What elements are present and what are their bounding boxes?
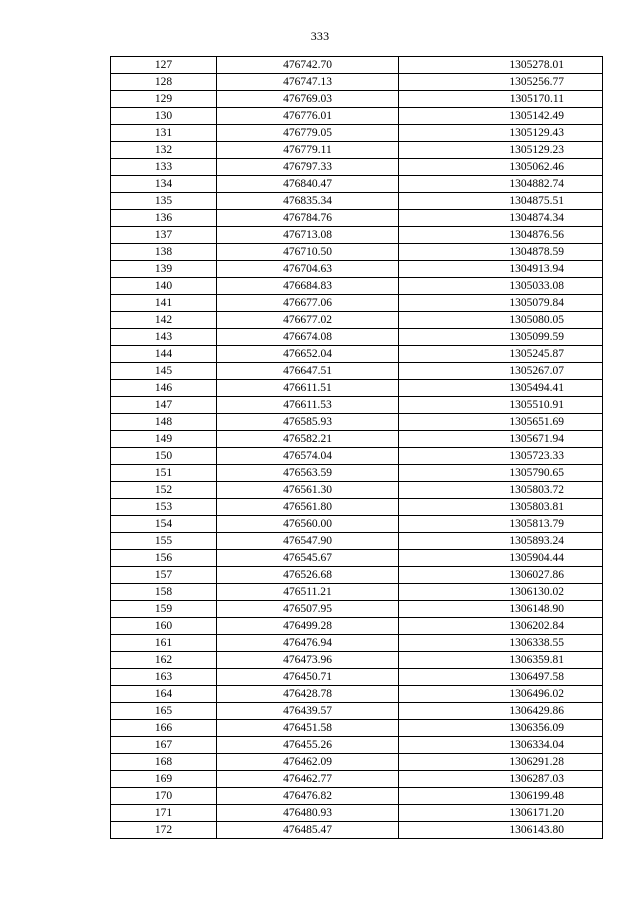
y-coordinate-cell: 1306130.02 — [399, 584, 603, 601]
point-number-cell: 161 — [111, 635, 217, 652]
y-coordinate-cell: 1305723.33 — [399, 448, 603, 465]
table-row — [111, 771, 603, 788]
table-row — [111, 261, 603, 278]
point-number-cell: 135 — [111, 193, 217, 210]
table-row — [111, 176, 603, 193]
y-coordinate-cell: 1306027.86 — [399, 567, 603, 584]
y-coordinate-cell: 1306171.20 — [399, 805, 603, 822]
table-row — [111, 210, 603, 227]
table-row — [111, 465, 603, 482]
y-coordinate-cell: 1304913.94 — [399, 261, 603, 278]
y-coordinate-cell: 1306359.81 — [399, 652, 603, 669]
table-row — [111, 244, 603, 261]
table-row — [111, 346, 603, 363]
y-coordinate-cell: 1305803.72 — [399, 482, 603, 499]
x-coordinate-cell: 476476.82 — [217, 788, 399, 805]
y-coordinate-cell: 1305671.94 — [399, 431, 603, 448]
table-row — [111, 652, 603, 669]
x-coordinate-cell: 476704.63 — [217, 261, 399, 278]
table-row — [111, 754, 603, 771]
table-row — [111, 567, 603, 584]
table-row — [111, 516, 603, 533]
x-coordinate-cell: 476742.70 — [217, 57, 399, 74]
y-coordinate-cell: 1305256.77 — [399, 74, 603, 91]
point-number-cell: 153 — [111, 499, 217, 516]
x-coordinate-cell: 476526.68 — [217, 567, 399, 584]
table-row — [111, 686, 603, 703]
table-row — [111, 618, 603, 635]
y-coordinate-cell: 1306334.04 — [399, 737, 603, 754]
table-row — [111, 125, 603, 142]
table-row — [111, 108, 603, 125]
point-number-cell: 141 — [111, 295, 217, 312]
x-coordinate-cell: 476511.21 — [217, 584, 399, 601]
x-coordinate-cell: 476840.47 — [217, 176, 399, 193]
x-coordinate-cell: 476455.26 — [217, 737, 399, 754]
x-coordinate-cell: 476611.51 — [217, 380, 399, 397]
table-row — [111, 74, 603, 91]
point-number-cell: 169 — [111, 771, 217, 788]
table-row — [111, 550, 603, 567]
point-number-cell: 167 — [111, 737, 217, 754]
point-number-cell: 151 — [111, 465, 217, 482]
y-coordinate-cell: 1305651.69 — [399, 414, 603, 431]
point-number-cell: 131 — [111, 125, 217, 142]
x-coordinate-cell: 476561.80 — [217, 499, 399, 516]
y-coordinate-cell: 1305080.05 — [399, 312, 603, 329]
x-coordinate-cell: 476710.50 — [217, 244, 399, 261]
table-row — [111, 805, 603, 822]
point-number-cell: 127 — [111, 57, 217, 74]
x-coordinate-cell: 476677.02 — [217, 312, 399, 329]
table-row — [111, 380, 603, 397]
x-coordinate-cell: 476563.59 — [217, 465, 399, 482]
y-coordinate-cell: 1306291.28 — [399, 754, 603, 771]
x-coordinate-cell: 476473.96 — [217, 652, 399, 669]
table-row — [111, 57, 603, 74]
y-coordinate-cell: 1305129.23 — [399, 142, 603, 159]
point-number-cell: 139 — [111, 261, 217, 278]
point-number-cell: 164 — [111, 686, 217, 703]
table-row — [111, 448, 603, 465]
y-coordinate-cell: 1306148.90 — [399, 601, 603, 618]
y-coordinate-cell: 1305245.87 — [399, 346, 603, 363]
point-number-cell: 160 — [111, 618, 217, 635]
table-row — [111, 499, 603, 516]
table-row — [111, 669, 603, 686]
point-number-cell: 155 — [111, 533, 217, 550]
y-coordinate-cell: 1306202.84 — [399, 618, 603, 635]
point-number-cell: 145 — [111, 363, 217, 380]
point-number-cell: 130 — [111, 108, 217, 125]
point-number-cell: 142 — [111, 312, 217, 329]
x-coordinate-cell: 476476.94 — [217, 635, 399, 652]
x-coordinate-cell: 476747.13 — [217, 74, 399, 91]
y-coordinate-cell: 1306338.55 — [399, 635, 603, 652]
y-coordinate-cell: 1304874.34 — [399, 210, 603, 227]
point-number-cell: 132 — [111, 142, 217, 159]
table-row — [111, 329, 603, 346]
x-coordinate-cell: 476561.30 — [217, 482, 399, 499]
x-coordinate-cell: 476450.71 — [217, 669, 399, 686]
x-coordinate-cell: 476835.34 — [217, 193, 399, 210]
point-number-cell: 170 — [111, 788, 217, 805]
table-row — [111, 431, 603, 448]
y-coordinate-cell: 1305790.65 — [399, 465, 603, 482]
x-coordinate-cell: 476797.33 — [217, 159, 399, 176]
x-coordinate-cell: 476462.77 — [217, 771, 399, 788]
point-number-cell: 140 — [111, 278, 217, 295]
point-number-cell: 165 — [111, 703, 217, 720]
x-coordinate-cell: 476674.08 — [217, 329, 399, 346]
point-number-cell: 163 — [111, 669, 217, 686]
x-coordinate-cell: 476611.53 — [217, 397, 399, 414]
x-coordinate-cell: 476779.05 — [217, 125, 399, 142]
x-coordinate-cell: 476769.03 — [217, 91, 399, 108]
table-row — [111, 584, 603, 601]
y-coordinate-cell: 1305129.43 — [399, 125, 603, 142]
table-row — [111, 278, 603, 295]
point-number-cell: 149 — [111, 431, 217, 448]
point-number-cell: 158 — [111, 584, 217, 601]
point-number-cell: 166 — [111, 720, 217, 737]
coordinates-table — [110, 56, 603, 839]
point-number-cell: 156 — [111, 550, 217, 567]
y-coordinate-cell: 1305494.41 — [399, 380, 603, 397]
x-coordinate-cell: 476507.95 — [217, 601, 399, 618]
table-row — [111, 397, 603, 414]
x-coordinate-cell: 476684.83 — [217, 278, 399, 295]
x-coordinate-cell: 476713.08 — [217, 227, 399, 244]
x-coordinate-cell: 476499.28 — [217, 618, 399, 635]
table-row — [111, 482, 603, 499]
y-coordinate-cell: 1305893.24 — [399, 533, 603, 550]
y-coordinate-cell: 1304882.74 — [399, 176, 603, 193]
point-number-cell: 138 — [111, 244, 217, 261]
y-coordinate-cell: 1304875.51 — [399, 193, 603, 210]
x-coordinate-cell: 476585.93 — [217, 414, 399, 431]
y-coordinate-cell: 1305904.44 — [399, 550, 603, 567]
x-coordinate-cell: 476582.21 — [217, 431, 399, 448]
y-coordinate-cell: 1305803.81 — [399, 499, 603, 516]
table-row — [111, 720, 603, 737]
point-number-cell: 162 — [111, 652, 217, 669]
table-row — [111, 142, 603, 159]
table-row — [111, 227, 603, 244]
point-number-cell: 172 — [111, 822, 217, 839]
x-coordinate-cell: 476784.76 — [217, 210, 399, 227]
table-row — [111, 363, 603, 380]
x-coordinate-cell: 476776.01 — [217, 108, 399, 125]
point-number-cell: 148 — [111, 414, 217, 431]
table-row — [111, 737, 603, 754]
x-coordinate-cell: 476547.90 — [217, 533, 399, 550]
point-number-cell: 136 — [111, 210, 217, 227]
x-coordinate-cell: 476462.09 — [217, 754, 399, 771]
point-number-cell: 146 — [111, 380, 217, 397]
y-coordinate-cell: 1305267.07 — [399, 363, 603, 380]
y-coordinate-cell: 1305099.59 — [399, 329, 603, 346]
y-coordinate-cell: 1305062.46 — [399, 159, 603, 176]
page-number: 333 — [310, 29, 330, 43]
y-coordinate-cell: 1306496.02 — [399, 686, 603, 703]
table-row — [111, 193, 603, 210]
point-number-cell: 152 — [111, 482, 217, 499]
table-row — [111, 91, 603, 108]
y-coordinate-cell: 1304876.56 — [399, 227, 603, 244]
point-number-cell: 157 — [111, 567, 217, 584]
table-row — [111, 295, 603, 312]
point-number-cell: 168 — [111, 754, 217, 771]
table-row — [111, 635, 603, 652]
y-coordinate-cell: 1304878.59 — [399, 244, 603, 261]
table-row — [111, 414, 603, 431]
y-coordinate-cell: 1306497.58 — [399, 669, 603, 686]
table-row — [111, 159, 603, 176]
table-row — [111, 533, 603, 550]
y-coordinate-cell: 1305278.01 — [399, 57, 603, 74]
y-coordinate-cell: 1306287.03 — [399, 771, 603, 788]
coordinates-table-body — [111, 57, 603, 839]
y-coordinate-cell: 1305510.91 — [399, 397, 603, 414]
table-row — [111, 788, 603, 805]
point-number-cell: 133 — [111, 159, 217, 176]
table-row — [111, 601, 603, 618]
y-coordinate-cell: 1305813.79 — [399, 516, 603, 533]
y-coordinate-cell: 1306143.80 — [399, 822, 603, 839]
point-number-cell: 129 — [111, 91, 217, 108]
y-coordinate-cell: 1305079.84 — [399, 295, 603, 312]
x-coordinate-cell: 476574.04 — [217, 448, 399, 465]
table-row — [111, 822, 603, 839]
x-coordinate-cell: 476647.51 — [217, 363, 399, 380]
x-coordinate-cell: 476439.57 — [217, 703, 399, 720]
point-number-cell: 159 — [111, 601, 217, 618]
x-coordinate-cell: 476779.11 — [217, 142, 399, 159]
y-coordinate-cell: 1306429.86 — [399, 703, 603, 720]
x-coordinate-cell: 476652.04 — [217, 346, 399, 363]
point-number-cell: 150 — [111, 448, 217, 465]
point-number-cell: 171 — [111, 805, 217, 822]
x-coordinate-cell: 476545.67 — [217, 550, 399, 567]
point-number-cell: 137 — [111, 227, 217, 244]
point-number-cell: 154 — [111, 516, 217, 533]
y-coordinate-cell: 1305033.08 — [399, 278, 603, 295]
table-row — [111, 312, 603, 329]
y-coordinate-cell: 1306199.48 — [399, 788, 603, 805]
table-row — [111, 703, 603, 720]
x-coordinate-cell: 476480.93 — [217, 805, 399, 822]
x-coordinate-cell: 476485.47 — [217, 822, 399, 839]
point-number-cell: 128 — [111, 74, 217, 91]
point-number-cell: 147 — [111, 397, 217, 414]
y-coordinate-cell: 1305170.11 — [399, 91, 603, 108]
y-coordinate-cell: 1306356.09 — [399, 720, 603, 737]
y-coordinate-cell: 1305142.49 — [399, 108, 603, 125]
point-number-cell: 134 — [111, 176, 217, 193]
point-number-cell: 144 — [111, 346, 217, 363]
x-coordinate-cell: 476560.00 — [217, 516, 399, 533]
x-coordinate-cell: 476677.06 — [217, 295, 399, 312]
x-coordinate-cell: 476428.78 — [217, 686, 399, 703]
x-coordinate-cell: 476451.58 — [217, 720, 399, 737]
point-number-cell: 143 — [111, 329, 217, 346]
